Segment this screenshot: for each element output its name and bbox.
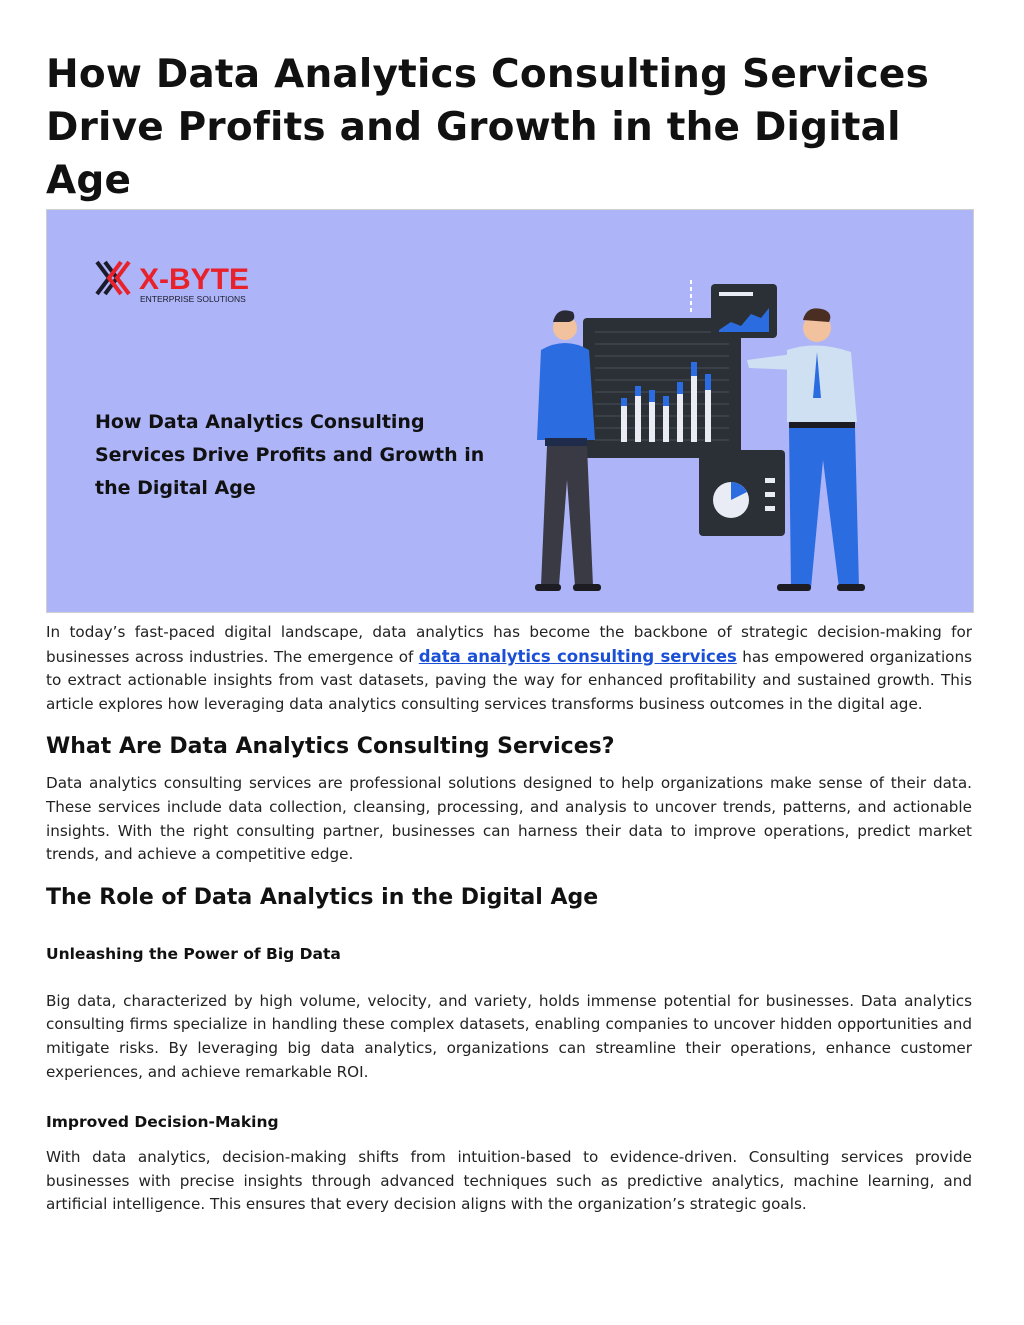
dashboard-illustration <box>583 318 741 458</box>
hero-heading-line3: the Digital Age <box>95 477 256 499</box>
logo-name: X-BYTE <box>139 263 250 296</box>
subheading-big-data: Unleashing the Power of Big Data <box>46 944 341 963</box>
subheading-decision-making: Improved Decision-Making <box>46 1113 279 1132</box>
section-heading-what-are: What Are Data Analytics Consulting Services? <box>46 734 615 760</box>
intro-text-before: In today’s fast-paced digital landscape, data analytics has become the backbone of strategic decision-making for businesses across industries. The emergence of <box>46 623 972 666</box>
pie-chart-panel <box>699 450 785 536</box>
x-byte-logo-icon <box>97 262 129 294</box>
hero-image <box>46 209 974 613</box>
logo-subtitle: ENTERPRISE SOLUTIONS <box>140 294 246 304</box>
intro-paragraph <box>46 621 972 716</box>
presenter-figure-right <box>747 308 865 591</box>
hero-heading-line1: How Data Analytics Consulting <box>95 411 425 433</box>
hero-heading-line2: Services Drive Profits and Growth in <box>95 444 485 466</box>
article-title: How Data Analytics Consulting Services Drive Profits and Growth in the Digital Age <box>46 52 929 203</box>
body-decision-making: With data analytics, decision-making shifts from intuition-based to evidence-driven. Consulting services provide businesses with precise insights through advanced techniques such as predictive analytics, machine learning, and artificial intelligence. This ensures that every decision aligns with the organization’s strategic goals. <box>46 1148 972 1214</box>
article <box>46 0 972 1217</box>
body-big-data: Big data, characterized by high volume, velocity, and variety, holds immense potential for businesses. Data analytics consulting firms specialize in handling these complex datasets, enabling companies to uncover hidden opportunities and mitigate risks. By leveraging big data analytics, organizations can streamline their operations, enhance customer experiences, and achieve remarkable ROI. <box>46 991 972 1081</box>
section-body-what-are: Data analytics consulting services are professional solutions designed to help organizations make sense of their data. These services include data collection, cleansing, processing, and analysis to uncover trends, patterns, and actionable insights. With the right consulting partner, businesses can harness their data to improve operations, predict market trends, and achieve a competitive edge. <box>46 774 972 864</box>
data-analytics-consulting-link[interactable]: data analytics consulting services <box>418 646 737 666</box>
intro-text-after: has empowered organizations to extract actionable insights from vast datasets, paving the way for enhanced profitability and sustained growth. This article explores how leveraging data analytics consulting services transforms business outcomes in the digital age. <box>46 647 972 713</box>
section-heading-role: The Role of Data Analytics in the Digital Age <box>46 884 599 910</box>
